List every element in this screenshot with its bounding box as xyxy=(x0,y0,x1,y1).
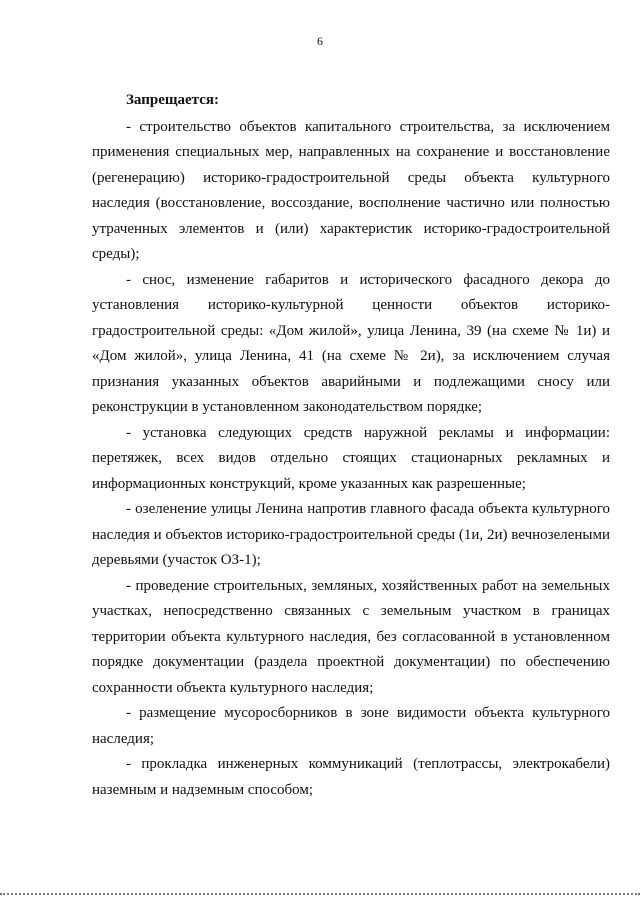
paragraph-advertising: - установка следующих средств наружной рекламы и информации: перетяжек, всех видов отдельно стоящих стационарных рекламных и информационных конструкций, кроме указанных как разрешенные; xyxy=(92,424,610,492)
paragraph-demolition: - снос, изменение габаритов и исторического фасадного декора до установления историко-культурной ценности объектов историко-градостроительной среды: «Дом жилой», улица Ленина, 39 (на схеме № 1и) и «Дом жилой», улица Ленина, 41 (на схеме № 2и), за исключением случая признания указанных объектов аварийными и подлежащими сносу или реконструкции в установленном законодательством порядке; xyxy=(92,271,610,415)
paragraph-earthworks: - проведение строительных, земляных, хозяйственных работ на земельных участках, непосредственно связанных с земельным участком в границах территории объекта культурного наследия, без согласованной в установленном порядке документации (раздела проектной документации) по обеспечению сохранности объекта культурного наследия; xyxy=(92,577,610,696)
page-number: 6 xyxy=(317,34,323,48)
paragraph-waste-containers: - размещение мусоросборников в зоне видимости объекта культурного наследия; xyxy=(92,705,610,747)
document-body xyxy=(92,88,610,803)
scan-edge-line xyxy=(0,893,640,895)
paragraph-utilities: - прокладка инженерных коммуникаций (теплотрассы, электрокабели) наземным и надземным способом; xyxy=(92,756,610,798)
section-heading: Запрещается: xyxy=(126,92,220,108)
paragraph-greening: - озеленение улицы Ленина напротив главного фасада объекта культурного наследия и объектов историко-градостроительной среды (1и, 2и) вечнозелеными деревьями (участок ОЗ-1); xyxy=(92,501,610,568)
paragraph-construction: - строительство объектов капитального строительства, за исключением применения специальных мер, направленных на сохранение и восстановление (регенерацию) историко-градостроительной среды объекта культурного наследия (восстановление, воссоздание, восполнение частично или полностью утраченных элементов и (или) характеристик историко-градостроительной среды); xyxy=(92,118,610,262)
